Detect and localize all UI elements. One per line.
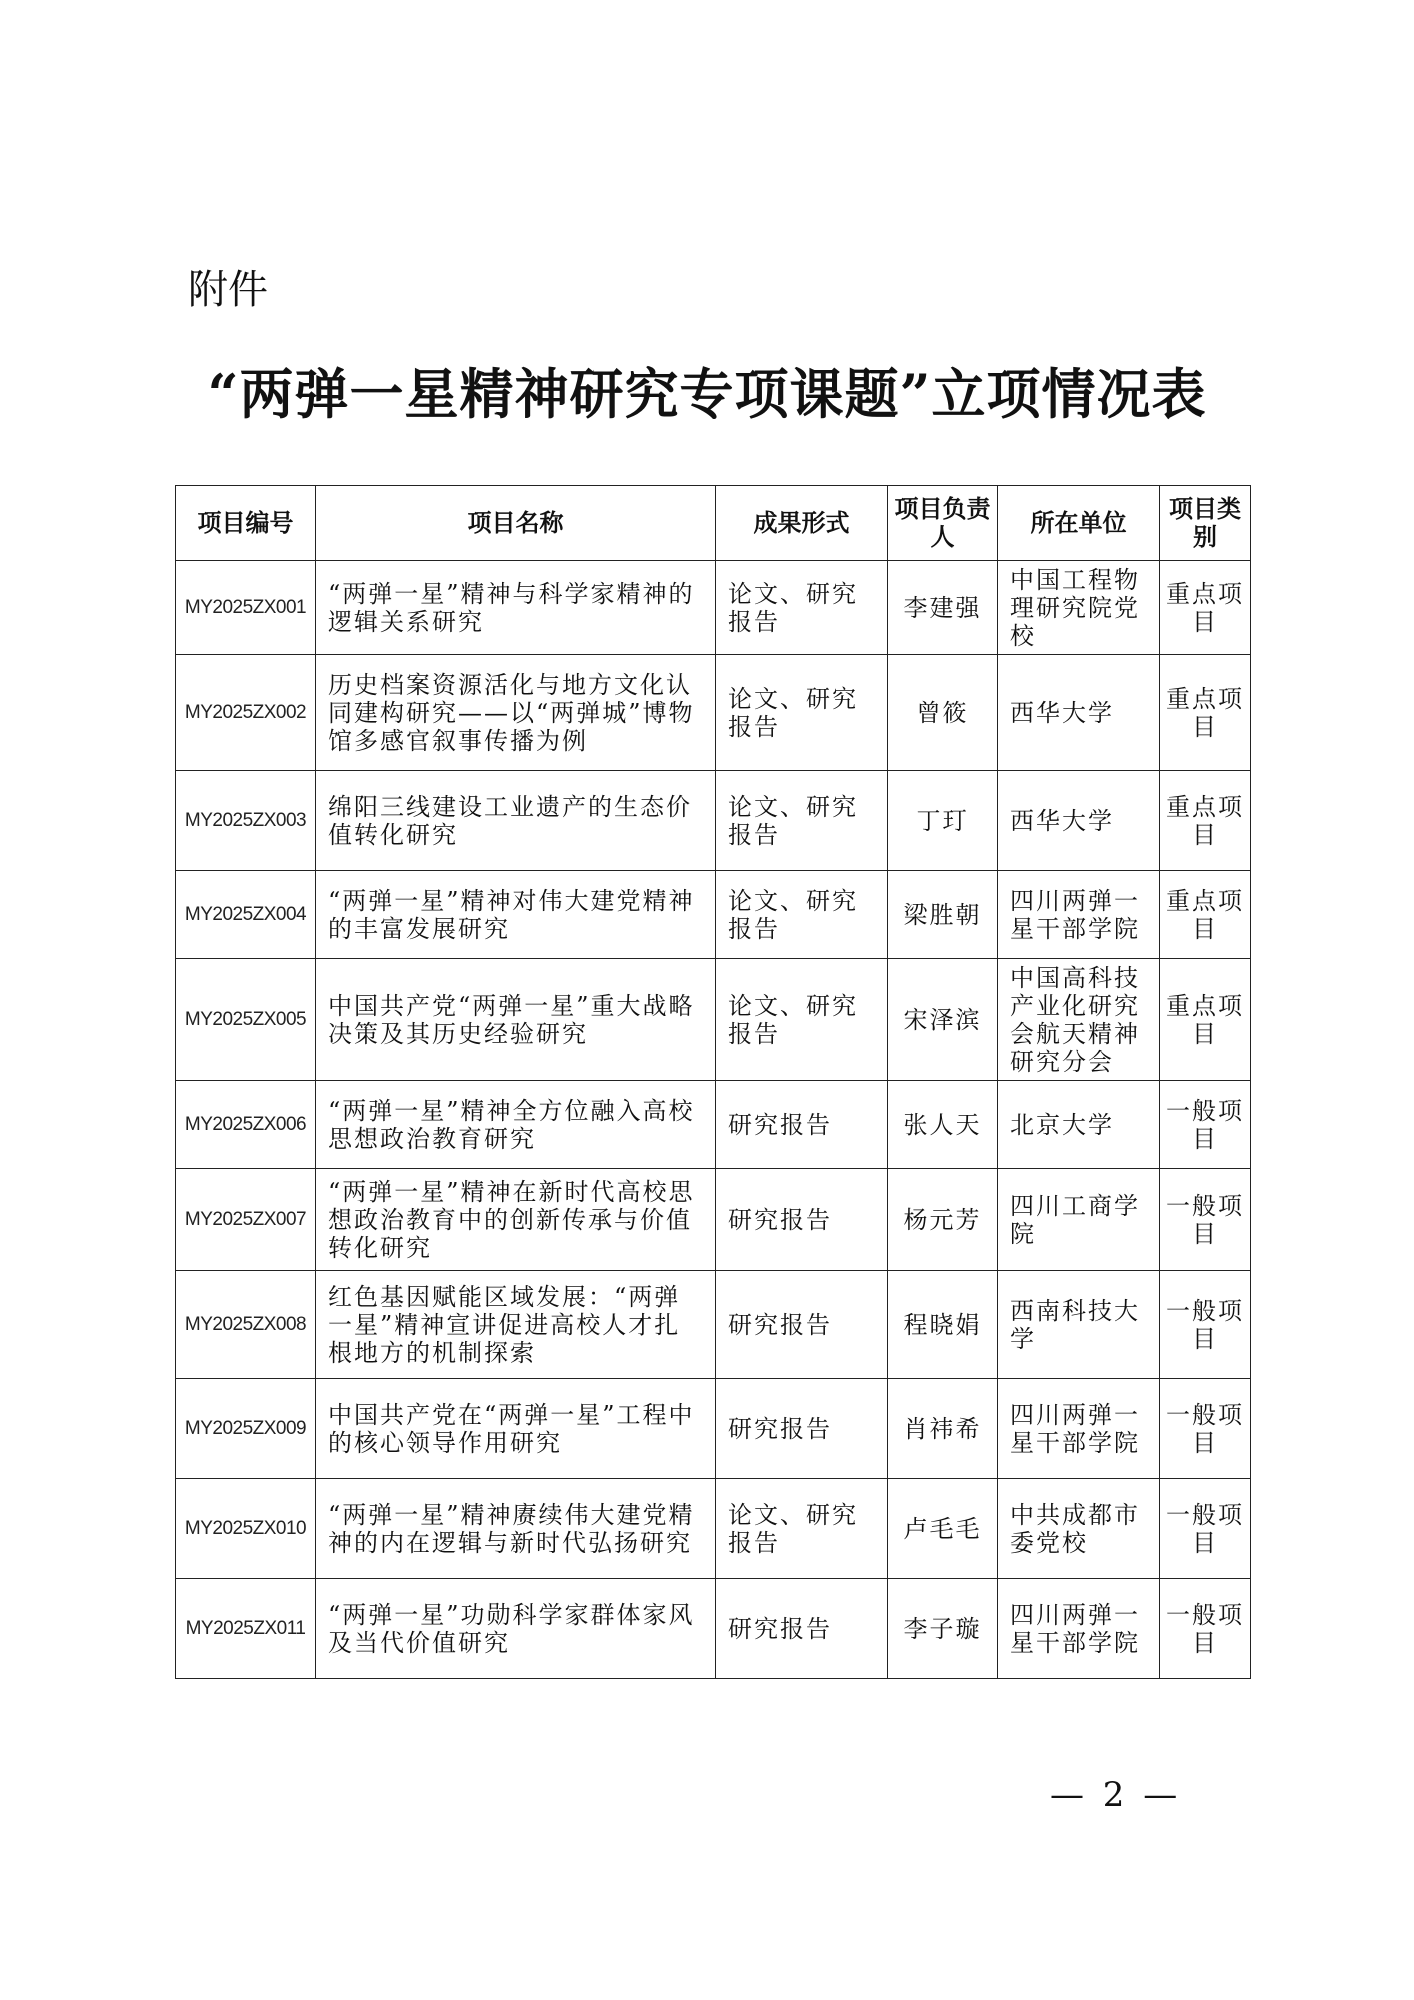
- table-row: [176, 561, 1251, 655]
- header-code: 项目编号: [176, 486, 316, 561]
- output-form: 研究报告: [716, 1081, 888, 1169]
- project-name: “两弹一星”精神赓续伟大建党精神的内在逻辑与新时代弘扬研究: [316, 1479, 716, 1579]
- header-form: 成果形式: [716, 486, 888, 561]
- output-form: 研究报告: [716, 1271, 888, 1379]
- project-code: MY2025ZX005: [176, 959, 316, 1081]
- project-category: 重点项目: [1160, 655, 1251, 771]
- project-leader: 肖祎希: [888, 1379, 998, 1479]
- project-name: “两弹一星”功勋科学家群体家风及当代价值研究: [316, 1579, 716, 1679]
- output-form: 论文、研究报告: [716, 1479, 888, 1579]
- project-code: MY2025ZX010: [176, 1479, 316, 1579]
- table-row: [176, 1271, 1251, 1379]
- project-name: “两弹一星”精神与科学家精神的逻辑关系研究: [316, 561, 716, 655]
- project-category: 一般项目: [1160, 1271, 1251, 1379]
- project-table: [175, 485, 1251, 1679]
- project-code: MY2025ZX002: [176, 655, 316, 771]
- project-name: 中国共产党“两弹一星”重大战略决策及其历史经验研究: [316, 959, 716, 1081]
- table-row: [176, 871, 1251, 959]
- table-row: [176, 1379, 1251, 1479]
- project-leader: 杨元芳: [888, 1169, 998, 1271]
- attachment-label: 附件: [188, 267, 268, 313]
- affiliation: 中国高科技产业化研究会航天精神研究分会: [998, 959, 1160, 1081]
- header-name: 项目名称: [316, 486, 716, 561]
- project-category: 一般项目: [1160, 1379, 1251, 1479]
- header-leader: 项目负责人: [888, 486, 998, 561]
- affiliation: 西华大学: [998, 771, 1160, 871]
- table-row: [176, 959, 1251, 1081]
- output-form: 论文、研究报告: [716, 871, 888, 959]
- project-name: 历史档案资源活化与地方文化认同建构研究——以“两弹城”博物馆多感官叙事传播为例: [316, 655, 716, 771]
- project-category: 重点项目: [1160, 959, 1251, 1081]
- affiliation: 西南科技大学: [998, 1271, 1160, 1379]
- header-category: 项目类别: [1160, 486, 1251, 561]
- table-row: [176, 1081, 1251, 1169]
- project-leader: 张人天: [888, 1081, 998, 1169]
- project-code: MY2025ZX008: [176, 1271, 316, 1379]
- project-code: MY2025ZX009: [176, 1379, 316, 1479]
- project-leader: 丁玎: [888, 771, 998, 871]
- output-form: 研究报告: [716, 1169, 888, 1271]
- project-name: “两弹一星”精神全方位融入高校思想政治教育研究: [316, 1081, 716, 1169]
- project-category: 重点项目: [1160, 871, 1251, 959]
- project-category: 重点项目: [1160, 771, 1251, 871]
- project-leader: 梁胜朝: [888, 871, 998, 959]
- project-name: 中国共产党在“两弹一星”工程中的核心领导作用研究: [316, 1379, 716, 1479]
- affiliation: 西华大学: [998, 655, 1160, 771]
- project-code: MY2025ZX011: [176, 1579, 316, 1679]
- table-header-row: [176, 486, 1251, 561]
- output-form: 研究报告: [716, 1379, 888, 1479]
- output-form: 论文、研究报告: [716, 561, 888, 655]
- affiliation: 四川两弹一星干部学院: [998, 871, 1160, 959]
- output-form: 论文、研究报告: [716, 771, 888, 871]
- project-leader: 李建强: [888, 561, 998, 655]
- project-category: 重点项目: [1160, 561, 1251, 655]
- project-code: MY2025ZX001: [176, 561, 316, 655]
- table-row: [176, 1579, 1251, 1679]
- table-row: [176, 655, 1251, 771]
- affiliation: 四川两弹一星干部学院: [998, 1579, 1160, 1679]
- header-unit: 所在单位: [998, 486, 1160, 561]
- project-category: 一般项目: [1160, 1169, 1251, 1271]
- project-name: “两弹一星”精神在新时代高校思想政治教育中的创新传承与价值转化研究: [316, 1169, 716, 1271]
- project-name: 红色基因赋能区域发展：“两弹一星”精神宣讲促进高校人才扎根地方的机制探索: [316, 1271, 716, 1379]
- project-code: MY2025ZX006: [176, 1081, 316, 1169]
- project-leader: 李子璇: [888, 1579, 998, 1679]
- table-row: [176, 771, 1251, 871]
- affiliation: 中共成都市委党校: [998, 1479, 1160, 1579]
- table-row: [176, 1169, 1251, 1271]
- page-number: — 2 —: [1050, 1775, 1182, 1815]
- project-leader: 宋泽滨: [888, 959, 998, 1081]
- project-leader: 曾筱: [888, 655, 998, 771]
- affiliation: 四川两弹一星干部学院: [998, 1379, 1160, 1479]
- project-category: 一般项目: [1160, 1479, 1251, 1579]
- affiliation: 中国工程物理研究院党校: [998, 561, 1160, 655]
- document-title: “两弹一星精神研究专项课题”立项情况表: [207, 362, 1207, 426]
- output-form: 论文、研究报告: [716, 959, 888, 1081]
- project-name: “两弹一星”精神对伟大建党精神的丰富发展研究: [316, 871, 716, 959]
- project-category: 一般项目: [1160, 1579, 1251, 1679]
- affiliation: 四川工商学院: [998, 1169, 1160, 1271]
- project-category: 一般项目: [1160, 1081, 1251, 1169]
- output-form: 论文、研究报告: [716, 655, 888, 771]
- project-code: MY2025ZX004: [176, 871, 316, 959]
- project-code: MY2025ZX007: [176, 1169, 316, 1271]
- affiliation: 北京大学: [998, 1081, 1160, 1169]
- table-row: [176, 1479, 1251, 1579]
- project-code: MY2025ZX003: [176, 771, 316, 871]
- project-leader: 程晓娟: [888, 1271, 998, 1379]
- project-leader: 卢毛毛: [888, 1479, 998, 1579]
- output-form: 研究报告: [716, 1579, 888, 1679]
- project-name: 绵阳三线建设工业遗产的生态价值转化研究: [316, 771, 716, 871]
